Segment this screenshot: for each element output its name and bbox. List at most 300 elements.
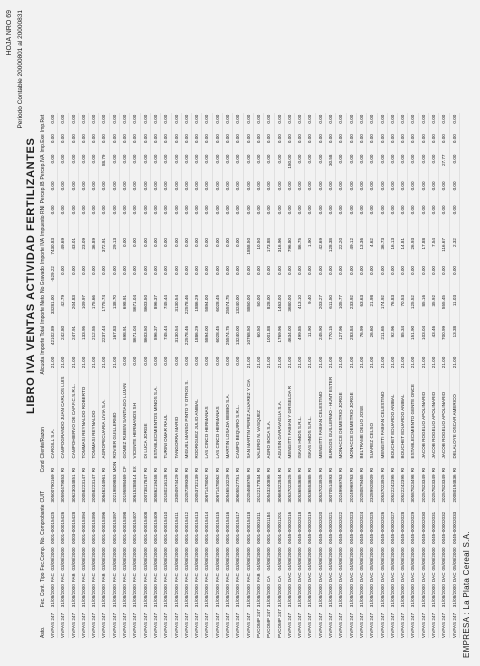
table-cell: GOMEZ RUBEN SANTIAGO LUJAN [120, 375, 130, 459]
table-cell: 1858.50 [243, 236, 253, 264]
table-cell: 5894.00 [202, 324, 212, 355]
table-cell: 03/08/2000 [89, 544, 99, 570]
table-cell: 31/08/2000 [398, 582, 408, 607]
table-cell: 03/08/2000 [181, 544, 191, 570]
table-cell: 0.00 [223, 355, 233, 375]
table-cell: 31/08/2000 [264, 582, 274, 607]
table-cell: 30671478062 [212, 472, 222, 502]
table-cell: 0.00 [89, 113, 99, 133]
table-cell: VIVFAS 247 [161, 607, 171, 638]
table-cell: 0.00 [109, 179, 119, 203]
table-cell: 0045-00002032 [439, 503, 449, 544]
table-cell: 0.00 [387, 153, 397, 180]
table-cell: 0.00 [140, 264, 150, 293]
table-cell: DAC [377, 570, 387, 582]
table-cell: 0.00 [428, 264, 438, 293]
table-cell: 0.00 [140, 203, 150, 236]
table-cell: 0.00 [398, 179, 408, 203]
table-cell: 0.00 [48, 203, 58, 236]
table-cell: RI [408, 458, 418, 472]
table-cell: VIVFAS 247 [130, 607, 140, 638]
table-cell: 0.00 [295, 113, 305, 133]
table-cell: 0.00 [58, 113, 68, 133]
table-cell: 31/08/2000 [212, 582, 222, 607]
table-cell: 21.00 [346, 355, 356, 375]
column-header: Cliente/Razon [40, 427, 46, 459]
table-cell: DAC [428, 570, 438, 582]
column-header: Fec. Cont. [40, 584, 46, 608]
table-cell: 0.00 [428, 113, 438, 133]
table-cell: BELTRAME DELIO JOSE [356, 375, 366, 459]
table-cell: 0001-00015411 [171, 503, 181, 544]
table-cell: VIVFAS 247 [315, 607, 325, 638]
table-cell: 21.00 [99, 355, 109, 375]
table-row [99, 113, 109, 638]
table-cell: 03/08/2000 [223, 544, 233, 570]
table-cell: 167.83 [109, 324, 119, 355]
table-cell: 0.00 [315, 264, 325, 293]
table-cell: VIVFAS 247 [48, 607, 58, 638]
table-cell: JACOB ROGELIO APOLINARIO [439, 375, 449, 459]
table-body [48, 113, 459, 638]
table-cell: DAC [284, 570, 294, 582]
table-cell: 0.00 [233, 236, 243, 264]
table-cell: 0.00 [140, 355, 150, 375]
table-cell: 0045-00002026 [377, 503, 387, 544]
table-cell: TOMMASI REYNALDO [89, 375, 99, 459]
table-cell: 6028.45 [212, 293, 222, 324]
table-cell: 0.00 [367, 264, 377, 293]
table-cell: 0.00 [99, 264, 109, 293]
table-cell: MENGITTI FABIAN Y GRISELDA R [284, 375, 294, 459]
table-cell: 20257823349 [439, 472, 449, 502]
table-cell: 20219809853 [109, 472, 119, 502]
table-cell: 0.00 [181, 153, 191, 180]
table-cell: 13.38 [449, 324, 459, 355]
table-cell: 0045-00002033 [449, 503, 459, 544]
table-cell: 151.90 [408, 324, 418, 355]
table-row [408, 113, 418, 638]
table-cell: 0.00 [181, 264, 191, 293]
table-cell: 26.93 [408, 236, 418, 264]
table-cell: 0.00 [284, 264, 294, 293]
table-cell: 105.77 [336, 293, 346, 324]
table-cell: 0.00 [78, 113, 88, 133]
table-cell: 31/08/2000 [377, 582, 387, 607]
table-cell: 203.27 [315, 293, 325, 324]
table-cell: 0045-00002016 [284, 503, 294, 544]
table-cell: 04/08/2000 [336, 544, 346, 570]
table-cell: 31/08/2000 [243, 582, 253, 607]
table-cell: 0.00 [377, 113, 387, 133]
table-cell: 21.00 [428, 355, 438, 375]
table-cell: 16.13 [387, 236, 397, 264]
table-cell: 0.00 [428, 132, 438, 152]
table-cell: 0001-00015426 [58, 503, 68, 544]
table-row [140, 113, 150, 638]
table-cell: 0045-00002025 [367, 503, 377, 544]
table-cell: 0.00 [68, 179, 78, 203]
table-cell: RI [202, 458, 212, 472]
table-cell: 0.00 [418, 153, 428, 180]
table-cell: 109.97 [78, 293, 88, 324]
table-cell: VIVFAS 247 [408, 607, 418, 638]
table-cell: 88.79 [99, 153, 109, 180]
table-cell: 31/08/2000 [284, 582, 294, 607]
table-cell: 13240.00 [233, 324, 243, 355]
table-cell: 31/08/2000 [78, 582, 88, 607]
table-cell: 0.00 [274, 179, 284, 203]
table-cell: 0045-00002029 [408, 503, 418, 544]
table-cell: 4.62 [367, 236, 377, 264]
table-cell: 0.00 [418, 113, 428, 133]
table-cell: FAB [253, 570, 263, 582]
table-cell: RI [367, 458, 377, 472]
table-cell: 233.92 [346, 293, 356, 324]
table-cell: RI [377, 458, 387, 472]
table-cell: DAC [295, 570, 305, 582]
table-cell: 20257823349 [418, 472, 428, 502]
table-cell: 30587823498 [408, 472, 418, 502]
table-cell: 20122177834 [253, 472, 263, 502]
table-cell: 31/08/2000 [356, 582, 366, 607]
table-cell: RI [253, 458, 263, 472]
table-cell: 0.00 [243, 203, 253, 236]
table-cell: AGROPECUARIA LIVIA S.A. [99, 375, 109, 459]
table-cell: 0.00 [295, 153, 305, 180]
table-row [89, 113, 99, 638]
table-cell: RI [315, 458, 325, 472]
table-cell: 21.00 [68, 355, 78, 375]
table-cell: 0.00 [356, 113, 366, 133]
table-cell: 0.00 [223, 179, 233, 203]
table-cell: 31/08/2000 [181, 582, 191, 607]
table-cell: 30669322844 [274, 472, 284, 502]
table-cell: 0.00 [274, 203, 284, 236]
table-cell: 0.00 [449, 203, 459, 236]
table-cell: 0.00 [439, 264, 449, 293]
table-cell: 03/08/2000 [171, 544, 181, 570]
table-cell: RI [398, 458, 408, 472]
table-cell: 0045-00002021 [326, 503, 336, 544]
table-cell: 03/08/2000 [130, 544, 140, 570]
table-cell: 30070514893 [326, 472, 336, 502]
table-cell: 3130.54 [171, 324, 181, 355]
table-cell: 0.00 [223, 264, 233, 293]
table-cell: FAC [202, 570, 212, 582]
table-cell: 31/08/2000 [120, 582, 130, 607]
table-cell: MARTIN LOSADA BEBBO S.A. [223, 375, 233, 459]
table-cell: 05/08/2000 [439, 544, 449, 570]
table-cell: CAMPOGRANDO JUAN CARLOS LUIS [58, 375, 68, 459]
table-row [150, 113, 160, 638]
table-row [202, 113, 212, 638]
table-cell: 0.00 [356, 179, 366, 203]
table-cell: FAB [68, 570, 78, 582]
table-cell: 0.00 [130, 113, 140, 133]
table-cell: 42.69 [315, 236, 325, 264]
table-cell: 0001-00015414 [202, 503, 212, 544]
table-cell: 0.00 [449, 132, 459, 152]
table-cell: 0.00 [161, 203, 171, 236]
table-cell: 0.00 [130, 179, 140, 203]
table-cell: 0.00 [408, 153, 418, 180]
table-cell: 31/08/2000 [387, 582, 397, 607]
table-cell: 247.91 [68, 324, 78, 355]
table-cell: 20195898469 [120, 472, 130, 502]
table-cell: 698.91 [120, 324, 130, 355]
table-cell: 0.00 [120, 153, 130, 180]
table-cell: 0.00 [48, 153, 58, 180]
table-cell: 0.00 [78, 132, 88, 152]
table-cell: RI [418, 458, 428, 472]
table-cell: 1775.74 [99, 293, 109, 324]
column-header: Cond [40, 460, 46, 473]
table-cell: 03/08/2000 [192, 544, 202, 570]
table-cell: DAC [336, 570, 346, 582]
table-cell: 0.00 [264, 264, 274, 293]
table-cell: 17.88 [418, 236, 428, 264]
table-cell: 10768.50 [243, 324, 253, 355]
table-cell: VIVFAS 247 [78, 607, 88, 638]
table-cell: VIVFAS 247 [120, 607, 130, 638]
table-cell: 0.00 [150, 203, 160, 236]
table-cell: 11.03 [449, 293, 459, 324]
table-cell: FAC [48, 570, 58, 582]
table-cell: 828.00 [264, 293, 274, 324]
table-cell: VIVFAS 247 [387, 607, 397, 638]
table-cell: 0.00 [367, 132, 377, 152]
table-cell: FAC [130, 570, 140, 582]
table-cell: 8603.50 [140, 324, 150, 355]
table-cell: 0.00 [326, 203, 336, 236]
table-row [336, 113, 346, 638]
table-cell: 60.50 [253, 324, 263, 355]
table-cell: VIVFAS 247 [223, 607, 233, 638]
table-cell: 0.00 [243, 132, 253, 152]
table-cell: 0.00 [202, 113, 212, 133]
table-cell: 0.00 [274, 113, 284, 133]
table-cell: 0.00 [449, 264, 459, 293]
table-cell: 211.65 [377, 324, 387, 355]
table-cell: 03/08/2000 [233, 544, 243, 570]
table-cell: 0.00 [264, 132, 274, 152]
table-cell: BOUCHET EDUARDO ANIBAL [398, 375, 408, 459]
table-cell: AGRO BOCA S.A. [264, 375, 274, 459]
table-cell: 7.54 [428, 236, 438, 264]
table-cell: 03/08/2000 [48, 544, 58, 570]
sheet-number: HOJA NRO 69 [6, 10, 13, 56]
table-row [356, 113, 366, 638]
table-cell: 0.00 [120, 236, 130, 264]
table-cell: 0.00 [192, 113, 202, 133]
table-cell: TOMMASI REYNALDO ROBERTO [78, 375, 88, 459]
table-cell: 372.91 [99, 236, 109, 264]
table-cell: VIVFAS 247 [439, 607, 449, 638]
table-cell: MONACCE DEMETRIO JORGE [346, 375, 356, 459]
table-cell: DAC [439, 570, 449, 582]
table-cell: 05/08/2000 [387, 544, 397, 570]
table-cell: 43.46 [428, 324, 438, 355]
table-cell: 30536553685 [295, 472, 305, 502]
table-cell: 204.83 [68, 293, 78, 324]
table-cell: 13.36 [356, 236, 366, 264]
table-cell: 0.00 [295, 179, 305, 203]
table-cell: 30615285814 [130, 472, 140, 502]
table-cell: 0.00 [181, 355, 191, 375]
table-cell: 30537023925 [284, 472, 294, 502]
table-cell: 03/08/2000 [150, 544, 160, 570]
table-cell: 03/08/2000 [140, 544, 150, 570]
table-cell: 03/08/2000 [161, 544, 171, 570]
table-cell: VIVFAS 247 [109, 607, 119, 638]
table-cell: JACOB ROGELIO APOLINARIO [428, 375, 438, 459]
table-cell: 31/08/2000 [336, 582, 346, 607]
table-cell: VIVFAS 247 [58, 607, 68, 638]
table-cell: 0001-00015395 [89, 503, 99, 544]
table-cell: 0.00 [78, 264, 88, 293]
table-cell: 0.00 [161, 113, 171, 133]
table-cell: EX [130, 458, 140, 472]
company-name: EMPRESA : La Plata Cereal S.A. [462, 531, 471, 658]
table-cell: 0.00 [161, 132, 171, 152]
table-cell: 14.81 [398, 236, 408, 264]
table-cell: 0.00 [367, 153, 377, 180]
table-cell: 0.00 [202, 264, 212, 293]
table-cell: 0.00 [89, 153, 99, 180]
table-cell: 21.00 [387, 355, 397, 375]
table-cell: 20522242395 [398, 472, 408, 502]
table-cell: 04/08/2000 [264, 544, 274, 570]
table-cell: 21.00 [284, 355, 294, 375]
table-cell: PVCOMP 247 [274, 607, 284, 638]
table-cell: 555.45 [439, 293, 449, 324]
table-cell: RI [48, 458, 58, 472]
table-cell: 1001.88 [264, 324, 274, 355]
table-cell: 0.00 [418, 179, 428, 203]
column-header: Impuesto RNI [40, 205, 46, 236]
table-cell: 0.00 [89, 203, 99, 236]
table-cell: FAC [192, 570, 202, 582]
vat-sales-table [40, 113, 460, 638]
table-cell: 33281.00 [48, 293, 58, 324]
table-cell: 0.00 [439, 179, 449, 203]
table-cell: VIVFAS 247 [233, 607, 243, 638]
table-cell: 180.00 [284, 153, 294, 180]
table-cell: 36.73 [377, 236, 387, 264]
table-row [326, 113, 336, 638]
table-cell: 0.00 [212, 179, 222, 203]
table-cell: 0.00 [326, 264, 336, 293]
table-row [58, 113, 68, 638]
table-cell: 0.00 [171, 203, 181, 236]
table-cell: 0.00 [171, 179, 181, 203]
table-cell: 42102.89 [48, 324, 58, 355]
table-row [78, 113, 88, 638]
table-cell: 20058223147 [78, 472, 88, 502]
table-cell: 8850.00 [243, 293, 253, 324]
table-cell: 20522242395 [387, 472, 397, 502]
table-cell: VIVFAS 247 [212, 607, 222, 638]
table-cell: 0.00 [130, 153, 140, 180]
table-cell: PVCOMP 247 [253, 607, 263, 638]
table-cell: 0.00 [223, 153, 233, 180]
table-cell: 23.09 [78, 236, 88, 264]
table-cell: 0001-00015410 [161, 503, 171, 544]
table-row [449, 113, 459, 638]
table-cell: 242.80 [58, 324, 68, 355]
table-cell: 3680.00 [284, 293, 294, 324]
table-cell: 31/08/2000 [58, 582, 68, 607]
table-cell: 0001-00015398 [120, 503, 130, 544]
table-cell: 31/08/2000 [315, 582, 325, 607]
table-cell: LAS CINCO HERMANAS [202, 375, 212, 459]
table-cell: 0.00 [181, 113, 191, 133]
table-cell: RI [58, 458, 68, 472]
table-cell: FAC [150, 570, 160, 582]
accounting-period: Periodo Contable 20000801 al 20000831 [17, 10, 24, 129]
table-cell: 03/08/2000 [68, 544, 78, 570]
table-cell: 0.00 [315, 113, 325, 133]
table-row [274, 113, 284, 638]
table-cell: 21.00 [398, 355, 408, 375]
table-cell: 13240.00 [233, 293, 243, 324]
table-cell: RI [161, 458, 171, 472]
table-cell: 0.00 [223, 113, 233, 133]
table-cell: 0045-00002018 [295, 503, 305, 544]
table-cell: 0.00 [89, 132, 99, 152]
table-cell: 30646244961 [99, 472, 109, 502]
table-cell: 0.00 [346, 203, 356, 236]
table-cell: 0.00 [48, 132, 58, 152]
table-cell: VIVFAS 247 [150, 607, 160, 638]
table-cell: 127.96 [336, 324, 346, 355]
table-cell: 0.00 [439, 132, 449, 152]
table-cell: 0.00 [336, 153, 346, 180]
table-cell: 0.00 [161, 153, 171, 180]
table-cell: 0.00 [130, 236, 140, 264]
table-cell: 31/08/2000 [68, 582, 78, 607]
table-cell: 92.96 [387, 324, 397, 355]
table-cell: 698.91 [120, 293, 130, 324]
table-cell: 05/08/2000 [449, 544, 459, 570]
table-cell: 21.00 [89, 355, 99, 375]
table-cell: RI [78, 458, 88, 472]
table-cell: 0.00 [264, 113, 274, 133]
table-cell: VIVFAS 247 [181, 607, 191, 638]
table-cell: 0.00 [192, 264, 202, 293]
table-cell: 8603.50 [140, 293, 150, 324]
table-cell: ROVIER GUILLERMO [109, 375, 119, 459]
table-cell: 0.00 [367, 203, 377, 236]
table-cell: 0.00 [305, 153, 315, 180]
table-cell: 0.00 [233, 153, 243, 180]
table-cell: 03/08/2000 [109, 544, 119, 570]
table-cell: DI LUCA JORGE [140, 375, 150, 459]
table-cell: 611.50 [326, 293, 336, 324]
table-cell: 0001-00001184 [264, 503, 274, 544]
table-cell: 0.00 [326, 179, 336, 203]
table-cell: 0.00 [212, 203, 222, 236]
table-cell: 0.00 [336, 132, 346, 152]
table-cell: 0.00 [109, 203, 119, 236]
table-cell: 76.99 [356, 324, 366, 355]
table-cell: 0.00 [68, 203, 78, 236]
table-cell: 29.13 [109, 236, 119, 264]
table-cell: 0.00 [346, 264, 356, 293]
table-cell: RI [181, 458, 191, 472]
table-cell: 0.00 [99, 203, 109, 236]
